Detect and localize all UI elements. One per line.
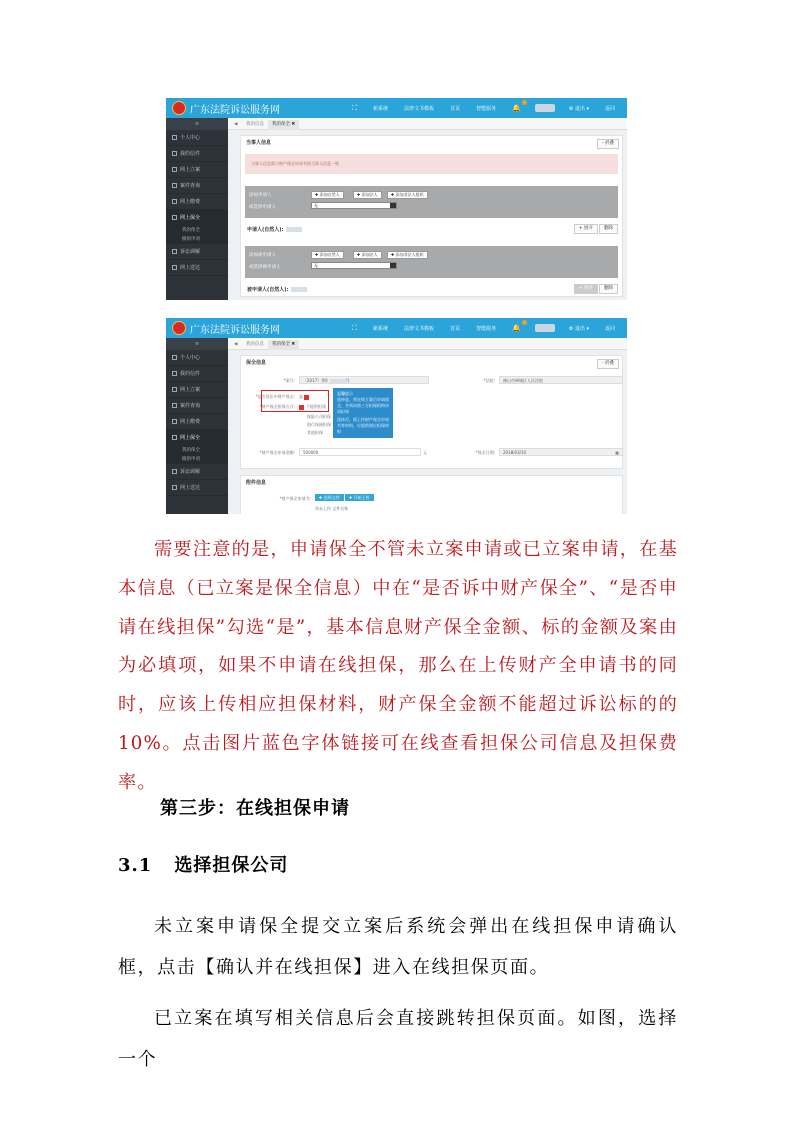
- court-label: *法院:: [483, 378, 495, 383]
- respondent-select[interactable]: 无: [311, 262, 397, 269]
- tab[interactable]: 我的信息: [246, 122, 264, 127]
- nav-item[interactable]: 首页: [450, 105, 461, 112]
- nav-item[interactable]: 智能服务: [476, 105, 497, 112]
- add-respondent-label: 添加被申请人: [249, 253, 276, 258]
- sidebar-item[interactable]: 诉讼调解: [166, 244, 228, 260]
- top-bar: [166, 318, 627, 338]
- sidebar-item[interactable]: 网上立案: [166, 382, 228, 398]
- sidebar-toggle[interactable]: ≡: [166, 338, 228, 350]
- screenshot-preservation-info: [166, 318, 627, 514]
- respondent-block: [245, 246, 618, 278]
- case-no-label: *案号:: [283, 378, 295, 383]
- sidebar-item[interactable]: 我的信件: [166, 146, 228, 162]
- main-content: [228, 351, 627, 514]
- applicant-row: 申请人(自然人):: [247, 226, 302, 233]
- body-paragraph: 已立案在填写相关信息后会直接跳转担保页面。如图，选择一个: [118, 1008, 678, 1070]
- expand-button[interactable]: + 展开: [574, 284, 598, 294]
- expand-button[interactable]: + 展开: [574, 224, 598, 234]
- sidebar-item[interactable]: 网上立案: [166, 162, 228, 178]
- sidebar-subitem[interactable]: 我的保全: [166, 226, 228, 235]
- nav-item[interactable]: 法律文书模板: [404, 325, 435, 332]
- user-dropdown[interactable]: ⚙ 退出 ▾: [568, 105, 589, 112]
- tabs-bar: [228, 118, 627, 130]
- nav-item[interactable]: 智能服务: [476, 325, 497, 332]
- guarantee-method-label: *财产保全担保方式:: [259, 404, 295, 409]
- party-panel: [240, 135, 623, 297]
- main-content: [228, 131, 627, 300]
- sidebar-item[interactable]: 我的信件: [166, 366, 228, 382]
- amount-input[interactable]: 500000: [299, 448, 421, 456]
- avatar[interactable]: [535, 324, 555, 332]
- sidebar-toggle[interactable]: ≡: [166, 118, 228, 130]
- preservation-panel: [240, 355, 623, 469]
- amount-label: *财产保全申请金额:: [259, 450, 295, 455]
- sidebar: [166, 118, 228, 300]
- start-upload-button[interactable]: ✚ 开始上传: [345, 494, 374, 501]
- sidebar-item[interactable]: 网上送达: [166, 480, 228, 496]
- sidebar-item[interactable]: 个人中心: [166, 130, 228, 146]
- sub-heading: [118, 851, 288, 877]
- tooltip-line: 选择否，需上传财产保全申请书等材料，应提供相应担保材料: [337, 417, 389, 434]
- add-applicant-label: 添加申请人: [249, 193, 272, 198]
- upload-status: 尚未上传 文件名称: [315, 506, 349, 511]
- tab-back[interactable]: ◀: [234, 122, 238, 127]
- site-brand: 广东法院诉讼服务网: [190, 105, 280, 116]
- user-dropdown[interactable]: ⚙ 退出 ▾: [568, 325, 589, 332]
- delete-button[interactable]: 删除: [599, 224, 618, 234]
- sidebar-subitem[interactable]: 撤销申请: [166, 455, 228, 464]
- respondent-row: 被申请人(自然人):: [247, 286, 307, 293]
- expand-icon[interactable]: ⛶: [352, 323, 358, 332]
- tooltip-line: 选择是，须在线立案后申请保全，并须向第三方担保机构申请担保: [337, 397, 389, 414]
- add-org-button[interactable]: ✚ 添加非法人组织: [387, 251, 428, 259]
- attachment-panel: [240, 475, 623, 514]
- choose-file-button[interactable]: ✚ 选择文件: [315, 494, 344, 501]
- date-input[interactable]: 2018/03/10 ▦: [499, 448, 623, 456]
- body-paragraph: 未立案申请保全提交立案后系统会弹出在线担保申请确认框，点击【确认并在线担保】进入在线担保页面。: [118, 916, 678, 978]
- sidebar-item[interactable]: 网上缴费: [166, 194, 228, 210]
- case-no-input[interactable]: （2017）粤0 号: [299, 376, 429, 384]
- top-bar: [166, 98, 627, 118]
- court-emblem-icon: [172, 101, 186, 115]
- sidebar-item-active[interactable]: 网上保全: [166, 430, 228, 446]
- amount-unit: 元: [423, 450, 427, 455]
- top-nav: [344, 318, 623, 338]
- applicant-block: [245, 186, 618, 218]
- add-person-button[interactable]: ✚ 添加自然人: [311, 191, 344, 199]
- nav-item[interactable]: 返回: [604, 325, 615, 332]
- select-applicant-label: 或选择申请人: [249, 205, 276, 210]
- sidebar-item[interactable]: 网上送达: [166, 260, 228, 276]
- step-heading: 第三步：在线担保申请: [160, 798, 350, 819]
- panel-title: 附件信息: [246, 480, 267, 486]
- bell-icon[interactable]: 🔔: [504, 104, 529, 112]
- yes-radio[interactable]: 是: [299, 394, 311, 400]
- sub-heading-number: 3.1: [118, 855, 153, 876]
- sidebar-subitem[interactable]: 撤销申请: [166, 235, 228, 244]
- site-brand: 广东法院诉讼服务网: [190, 325, 280, 336]
- notice-paragraph: 需要注意的是，申请保全不管未立案申请或已立案申请，在基本信息（已立案是保全信息）中在“是否诉中财产保全”、“是否申请在线担保”勾选“是”，基本信息财产保全金额、标的金额及案由为必填项，如果不申请在线担保，那么在上传财产全申请书的同时，应该上传相应担保材料，财产保全金额不能超过诉讼标的的10%。点击图片蓝色字体链接可在线查看担保公司信息及担保费率。: [118, 539, 678, 793]
- avatar[interactable]: [535, 104, 555, 112]
- sub-heading-text: 选择担保公司: [174, 855, 289, 876]
- panel-title: 保全信息: [246, 360, 267, 366]
- nav-item[interactable]: 新系统: [373, 105, 389, 112]
- add-org-button[interactable]: ✚ 添加非法人组织: [387, 191, 428, 199]
- court-emblem-icon: [172, 321, 186, 335]
- sidebar-subitem[interactable]: 我的保全: [166, 446, 228, 455]
- guarantee-option[interactable]: 银行保函担保: [307, 422, 331, 427]
- tab[interactable]: 我的信息: [246, 342, 264, 347]
- add-person-button[interactable]: ✚ 添加自然人: [311, 251, 344, 259]
- sidebar-item[interactable]: 案件查询: [166, 398, 228, 414]
- sidebar: [166, 338, 228, 514]
- nav-item[interactable]: 新系统: [373, 325, 389, 332]
- delete-button[interactable]: 删除: [599, 284, 618, 294]
- tip-tooltip: [333, 388, 393, 438]
- sidebar-item-active[interactable]: 网上保全: [166, 210, 228, 226]
- attachment-label: *财产保全申请书:: [279, 496, 311, 501]
- litigation-preservation-label: *是否诉讼中财产保全:: [255, 394, 295, 399]
- tooltip-title: 温馨提示: [337, 391, 353, 396]
- panel-title: 当事人信息: [246, 140, 272, 146]
- nav-item[interactable]: 返回: [604, 105, 615, 112]
- sidebar-item[interactable]: 个人中心: [166, 350, 228, 366]
- tabs-bar: [228, 338, 627, 350]
- bell-icon[interactable]: 🔔: [504, 324, 529, 332]
- add-legal-button[interactable]: ✚ 添加法人: [353, 191, 382, 199]
- nav-item[interactable]: 首页: [450, 325, 461, 332]
- notice-alert: 当事人信息需与财产保全申请书的当事人信息一致: [245, 154, 618, 174]
- expand-icon[interactable]: ⛶: [352, 103, 358, 112]
- sidebar-item[interactable]: 案件查询: [166, 178, 228, 194]
- guarantee-option[interactable]: 不提供担保: [299, 404, 326, 410]
- screenshot-party-info: [166, 98, 627, 300]
- sidebar-item[interactable]: 诉讼调解: [166, 464, 228, 480]
- tab-active[interactable]: 我的保全 ✖: [268, 120, 299, 130]
- add-legal-button[interactable]: ✚ 添加法人: [353, 251, 382, 259]
- collapse-button[interactable]: - 折叠: [597, 359, 619, 369]
- applicant-select[interactable]: 无: [311, 202, 397, 209]
- court-input[interactable]: 佛山市禅城区人民法院: [499, 376, 623, 384]
- date-label: *保全日期:: [475, 450, 495, 455]
- tab-active[interactable]: 我的保全 ✖: [268, 340, 299, 350]
- guarantee-option[interactable]: 保险公司担保: [307, 414, 331, 419]
- calendar-icon[interactable]: ▦: [615, 450, 619, 455]
- top-nav: [344, 98, 623, 118]
- nav-item[interactable]: 法律文书模板: [404, 105, 435, 112]
- collapse-button[interactable]: - 折叠: [597, 139, 619, 149]
- select-respondent-label: 或选择被申请人: [249, 265, 281, 270]
- guarantee-option[interactable]: 其他担保: [307, 430, 323, 435]
- sidebar-item[interactable]: 网上缴费: [166, 414, 228, 430]
- tab-back[interactable]: ◀: [234, 342, 238, 347]
